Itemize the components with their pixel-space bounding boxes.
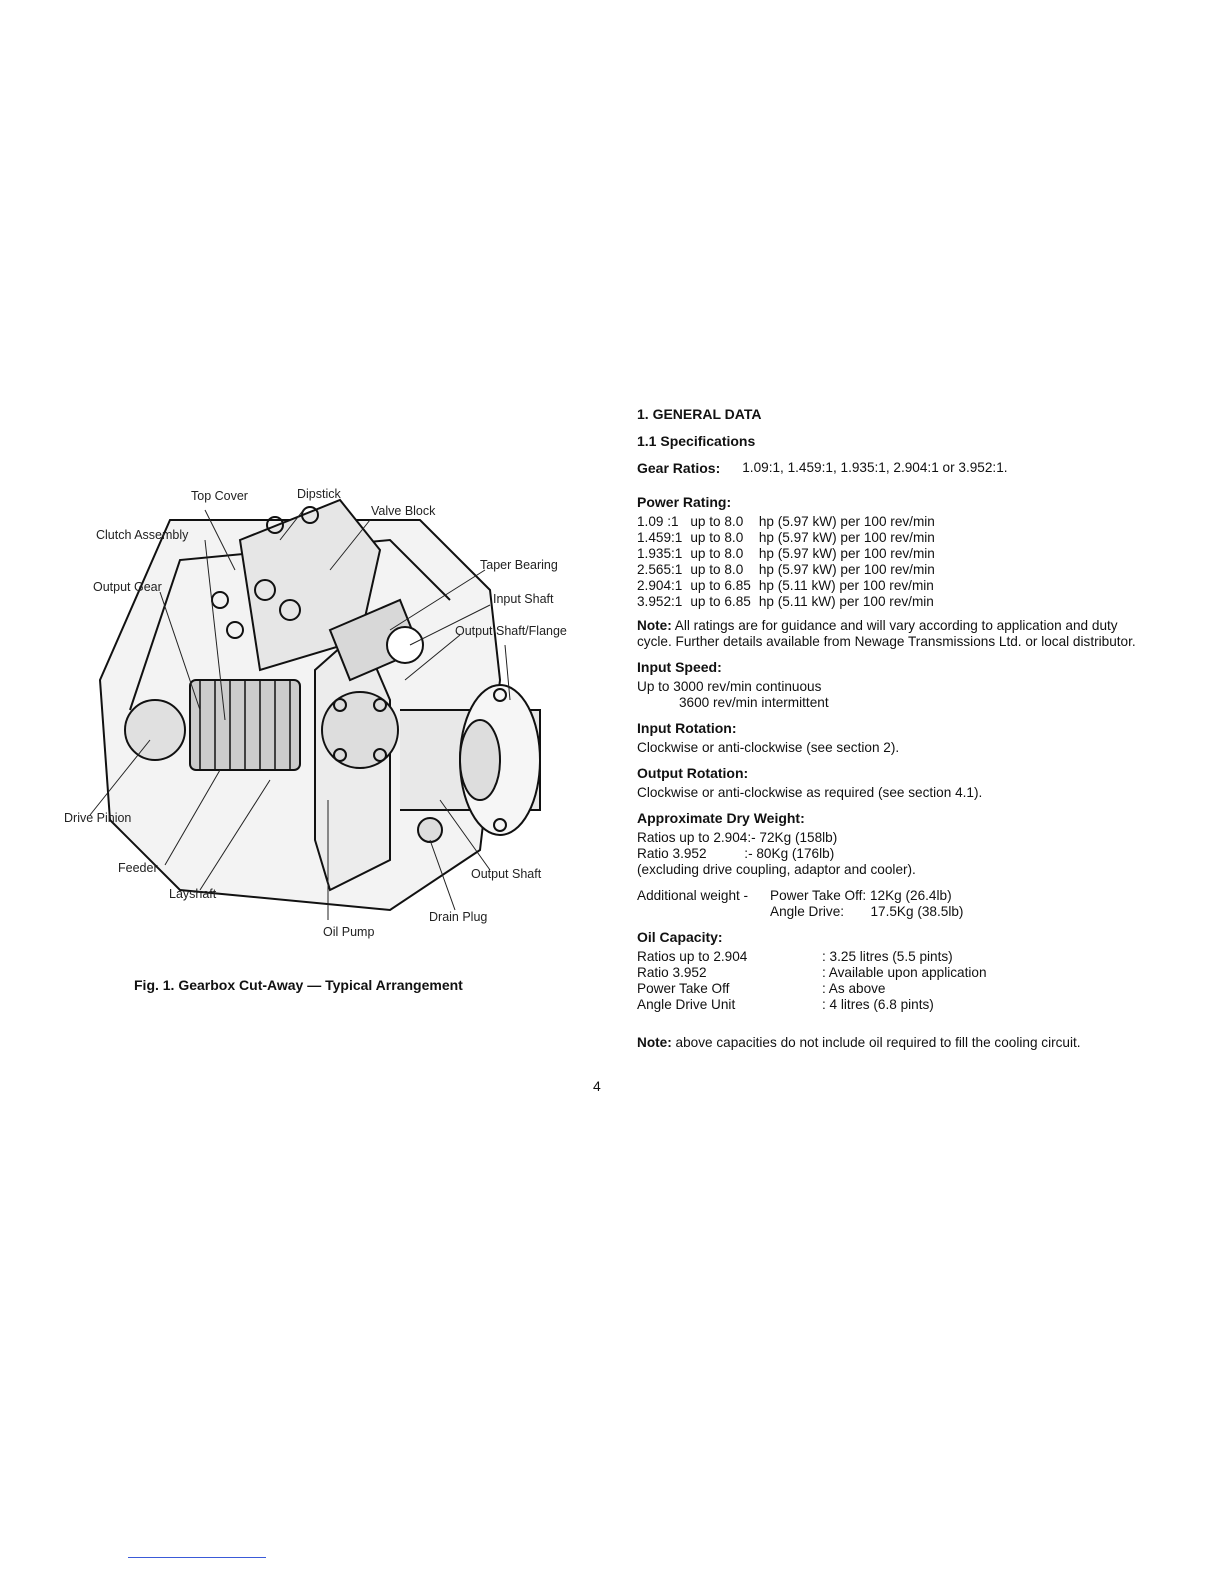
dry-weight-line1: Ratios up to 2.904:- 72Kg (158lb)	[637, 830, 838, 845]
hp-cell: hp (5.97 kW) per 100 rev/min	[758, 530, 935, 545]
section-subtitle: 1.1 Specifications	[637, 433, 756, 449]
hp-cell: hp (5.11 kW) per 100 rev/min	[758, 578, 934, 593]
dry-weight-line3: (excluding drive coupling, adaptor and cooler).	[637, 862, 916, 877]
label-oil-pump: Oil Pump	[323, 925, 375, 939]
ratio-cell: 2.904:1	[637, 578, 683, 593]
label-taper-bearing: Taper Bearing	[480, 558, 558, 572]
table-row	[637, 546, 943, 562]
input-speed-line1: Up to 3000 rev/min continuous	[637, 679, 822, 694]
hp-cell: hp (5.97 kW) per 100 rev/min	[758, 546, 935, 561]
input-rotation-text: Clockwise or anti-clockwise (see section 2).	[637, 740, 900, 755]
table-row	[637, 530, 943, 546]
label-input-shaft: Input Shaft	[493, 592, 554, 606]
up-to-cell: up to 6.85	[690, 594, 751, 609]
list-item: Ratios up to 2.904	[637, 949, 748, 964]
input-rotation-label: Input Rotation:	[637, 720, 737, 736]
power-rating-note	[637, 618, 1147, 650]
note-label: Note:	[637, 618, 672, 633]
list-item-value: : As above	[822, 981, 886, 996]
oil-capacity-label: Oil Capacity:	[637, 929, 723, 945]
note-text: All ratings are for guidance and will vary according to application and duty cycle. Further details available from Newage Transmissions Ltd. or local distributor.	[637, 618, 1136, 649]
hp-cell: hp (5.97 kW) per 100 rev/min	[758, 562, 935, 577]
power-rating-table	[637, 514, 943, 610]
up-to-cell: up to 8.0	[690, 562, 744, 577]
additional-weight-label: Additional weight -	[637, 888, 749, 903]
input-speed-label: Input Speed:	[637, 659, 722, 675]
hp-cell: hp (5.11 kW) per 100 rev/min	[758, 594, 934, 609]
footer-divider	[128, 1557, 266, 1558]
list-item-value: : 4 litres (6.8 pints)	[822, 997, 934, 1012]
up-to-cell: up to 8.0	[690, 530, 744, 545]
page-number: 4	[593, 1078, 601, 1094]
label-layshaft: Layshaft	[169, 887, 217, 901]
additional-weight-angle: Angle Drive: 17.5Kg (38.5lb)	[770, 904, 964, 919]
list-item-value: : Available upon application	[822, 965, 987, 980]
table-row	[637, 562, 943, 578]
table-row	[637, 594, 943, 610]
section-title: 1. GENERAL DATA	[637, 406, 762, 422]
output-rotation-text: Clockwise or anti-clockwise as required (see section 4.1).	[637, 785, 983, 800]
up-to-cell: up to 8.0	[690, 546, 744, 561]
additional-weight	[637, 888, 1147, 920]
table-row	[637, 514, 943, 530]
up-to-cell: up to 8.0	[690, 514, 744, 529]
label-top-cover: Top Cover	[191, 489, 248, 503]
gear-ratios-value: 1.09:1, 1.459:1, 1.935:1, 2.904:1 or 3.952:1.	[742, 460, 1008, 475]
label-valve-block: Valve Block	[371, 504, 436, 518]
note-text: above capacities do not include oil required to fill the cooling circuit.	[675, 1035, 1081, 1050]
list-item-value: : 3.25 litres (5.5 pints)	[822, 949, 953, 964]
ratio-cell: 2.565:1	[637, 562, 683, 577]
table-row	[637, 578, 943, 594]
input-speed-line2: 3600 rev/min intermittent	[679, 695, 829, 710]
gear-ratios-label: Gear Ratios:	[637, 460, 721, 476]
hp-cell: hp (5.97 kW) per 100 rev/min	[758, 514, 935, 529]
ratio-cell: 1.09 :1	[637, 514, 679, 529]
dry-weight-line2: Ratio 3.952 :- 80Kg (176lb)	[637, 846, 835, 861]
label-clutch-assembly: Clutch Assembly	[96, 528, 189, 542]
figure-caption: Fig. 1. Gearbox Cut-Away — Typical Arrangement	[134, 977, 463, 993]
dry-weight-label: Approximate Dry Weight:	[637, 810, 805, 826]
gear-ratios	[637, 460, 1147, 476]
list-item: Power Take Off	[637, 981, 730, 996]
additional-weight-pto: Power Take Off: 12Kg (26.4lb)	[770, 888, 952, 903]
oil-capacity-list	[637, 949, 1147, 1013]
ratio-cell: 3.952:1	[637, 594, 683, 609]
label-drive-pinion: Drive Pinion	[64, 811, 132, 825]
list-item: Ratio 3.952	[637, 965, 707, 980]
label-output-shaft-flange: Output Shaft/Flange	[455, 624, 567, 638]
label-output-gear: Output Gear	[93, 580, 162, 594]
label-drain-plug: Drain Plug	[429, 910, 488, 924]
oil-capacity-note	[637, 1035, 1147, 1051]
label-feeder: Feeder	[118, 861, 158, 875]
list-item: Angle Drive Unit	[637, 997, 736, 1012]
label-dipstick: Dipstick	[297, 487, 341, 501]
ratio-cell: 1.935:1	[637, 546, 683, 561]
note-label: Note:	[637, 1035, 672, 1050]
label-output-shaft: Output Shaft	[471, 867, 542, 881]
general-data-section	[637, 406, 1147, 1051]
power-rating-label: Power Rating:	[637, 494, 732, 510]
ratio-cell: 1.459:1	[637, 530, 683, 545]
up-to-cell: up to 6.85	[690, 578, 751, 593]
output-rotation-label: Output Rotation:	[637, 765, 749, 781]
